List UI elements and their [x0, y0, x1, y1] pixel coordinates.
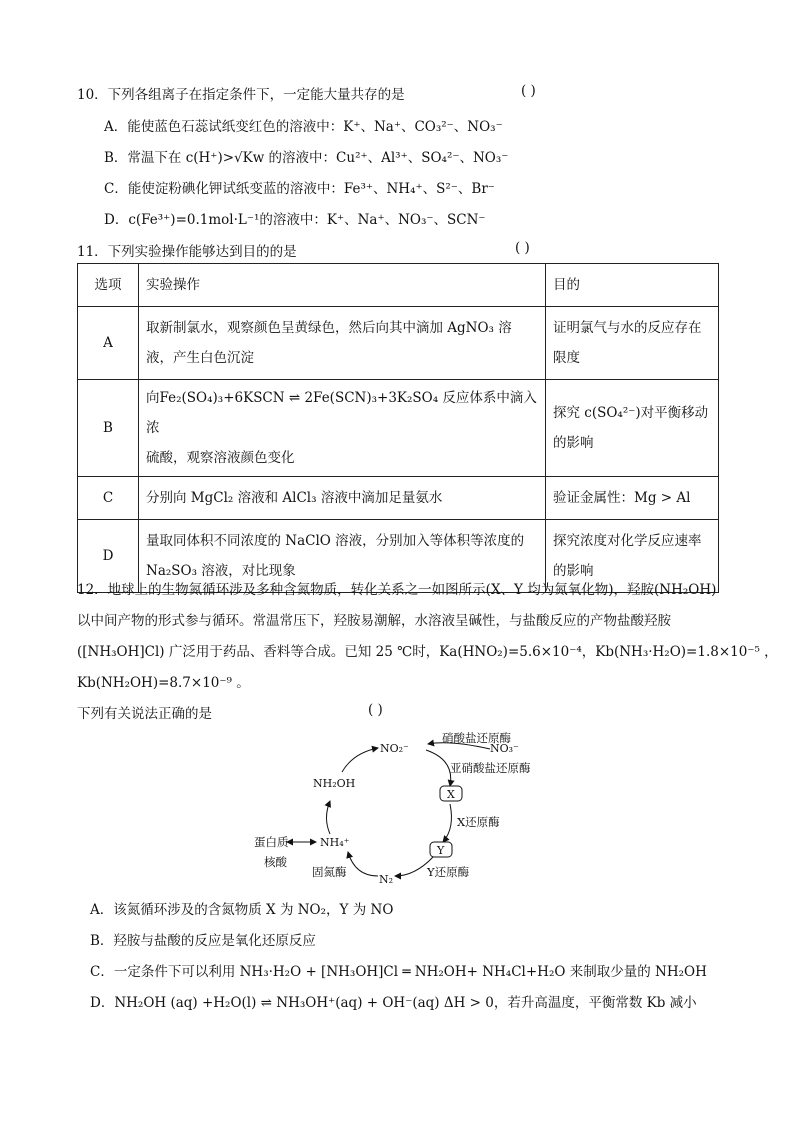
goal-line: 的影响 — [553, 435, 594, 451]
operation-line: Na₂SO₃ 溶液，对比现象 — [146, 563, 296, 579]
arrow-x-to-y — [443, 804, 451, 842]
q10-answer-bracket: ( ) — [521, 83, 536, 99]
q12-option-a: A．该氮循环涉及的含氮物质 X 为 NO₂，Y 为 NO — [90, 902, 394, 918]
operation-line: 分别向 MgCl₂ 溶液和 AlCl₃ 溶液中滴加足量氨水 — [146, 489, 443, 506]
row-operation — [139, 380, 546, 477]
goal-line: 探究浓度对化学反应速率 — [553, 533, 702, 549]
label-no3: NO₃⁻ — [490, 742, 519, 755]
arrow-nh2oh-to-no2 — [342, 748, 378, 772]
q12-line-3: ([NH₃OH]Cl) 广泛用于药品、香料等合成。已知 25 ℃时，Ka(HNO₂)=5.6×10⁻⁴，Kb(NH₃·H₂O)=1.8×10⁻⁵ ， — [77, 644, 778, 660]
row-operation — [139, 477, 546, 520]
table-row — [78, 307, 719, 380]
operation-line: 硫酸，观察溶液颜色变化 — [146, 450, 295, 466]
arrow-n2-to-nh4 — [348, 852, 378, 876]
label-y-reductase: Y还原酶 — [427, 865, 470, 879]
operation-line: 量取同体积不同浓度的 NaClO 溶液，分别加入等体积等浓度的 — [146, 533, 525, 549]
header-goal: 目的 — [546, 264, 719, 307]
operation-line: 取新制氯水，观察颜色呈黄绿色，然后向其中滴加 AgNO₃ 溶 — [146, 320, 512, 336]
table-header-row — [78, 264, 719, 307]
label-x-reductase: X还原酶 — [457, 815, 500, 829]
label-x: X — [447, 788, 455, 801]
operation-line: 向Fe₂(SO₄)₃+6KSCN ⇌ 2Fe(SCN)₃+3K₂SO₄ 反应体系中滴入浓 — [146, 390, 537, 436]
q12-line-4: Kb(NH₂OH)=8.7×10⁻⁹ 。 — [77, 675, 250, 691]
header-option: 选项 — [78, 264, 139, 307]
q10-option-c: C．能使淀粉碘化钾试纸变蓝的溶液中：Fe³⁺、NH₄⁺、S²⁻、Br⁻ — [104, 181, 495, 197]
q10-option-d: D．c(Fe³⁺)=0.1mol·L⁻¹的溶液中：K⁺、Na⁺、NO₃⁻、SCN⁻ — [104, 212, 486, 228]
label-nitrate-reductase: 硝酸盐还原酶 — [442, 731, 511, 745]
q12-option-d: D．NH₂OH (aq) +H₂O(l) ⇌ NH₃OH⁺(aq) + OH⁻(aq) ΔH > 0，若升高温度，平衡常数 Kb 减小 — [90, 995, 697, 1011]
label-nitrogenase: 固氮酶 — [312, 865, 347, 879]
label-n2: N₂ — [379, 873, 394, 886]
q12-ask: 下列有关说法正确的是 — [77, 706, 212, 722]
nitrogen-cycle-diagram — [250, 728, 540, 886]
goal-line: 证明氯气与水的反应存在 — [553, 320, 702, 336]
label-nucleic-acid: 核酸 — [264, 855, 287, 869]
q11-stem: 11．下列实验操作能够达到目的的是 — [77, 244, 297, 260]
arrow-no2-to-x — [426, 750, 451, 786]
label-protein: 蛋白质 — [254, 835, 289, 849]
operation-line: 液，产生白色沉淀 — [146, 350, 254, 366]
table-row — [78, 380, 719, 477]
row-option: C — [78, 477, 139, 520]
label-y: Y — [437, 844, 445, 857]
row-goal — [546, 307, 719, 380]
label-nh2oh: NH₂OH — [313, 777, 356, 790]
q12-option-c: C．一定条件下可以利用 NH₃·H₂O + [NH₃OH]Cl ═ NH₂OH+ NH₄Cl+H₂O 来制取少量的 NH₂OH — [90, 964, 707, 980]
q10-option-a: A．能使蓝色石蕊试纸变红色的溶液中：K⁺、Na⁺、CO₃²⁻、NO₃⁻ — [104, 119, 503, 135]
arrow-nh4-to-nh2oh — [327, 801, 331, 834]
q12-answer-bracket: ( ) — [368, 702, 383, 718]
row-option: A — [78, 307, 139, 380]
q12-line-1: 12．地球上的生物氮循环涉及多种含氮物质，转化关系之一如图所示(X、Y 均为氮氧化物)，羟胺(NH₂OH) — [77, 582, 717, 598]
q10-option-b: B．常温下在 c(H⁺)>√Kw 的溶液中：Cu²⁺、Al³⁺、SO₄²⁻、NO₃⁻ — [104, 150, 509, 166]
q12-line-2: 以中间产物的形式参与循环。常温常压下，羟胺易潮解，水溶液呈碱性，与盐酸反应的产物盐酸羟胺 — [77, 613, 671, 629]
row-goal — [546, 477, 719, 520]
q11-answer-bracket: ( ) — [515, 240, 530, 256]
label-nh4: NH₄⁺ — [320, 836, 350, 849]
q12-option-b: B．羟胺与盐酸的反应是氧化还原反应 — [90, 933, 316, 949]
goal-line: 验证金属性：Mg > Al — [553, 489, 691, 506]
row-goal — [546, 380, 719, 477]
goal-line: 的影响 — [553, 563, 594, 579]
goal-line: 探究 c(SO₄²⁻)对平衡移动 — [553, 405, 709, 421]
goal-line: 限度 — [553, 350, 580, 366]
experiment-table — [77, 263, 719, 593]
row-option: D — [78, 520, 139, 593]
row-operation — [139, 307, 546, 380]
row-option: B — [78, 380, 139, 477]
table-row — [78, 477, 719, 520]
label-nitrite-reductase: 亚硝酸盐还原酶 — [450, 761, 531, 775]
header-operation: 实验操作 — [139, 264, 546, 307]
q10-stem: 10．下列各组离子在指定条件下，一定能大量共存的是 — [77, 87, 405, 103]
label-no2: NO₂⁻ — [380, 742, 409, 755]
